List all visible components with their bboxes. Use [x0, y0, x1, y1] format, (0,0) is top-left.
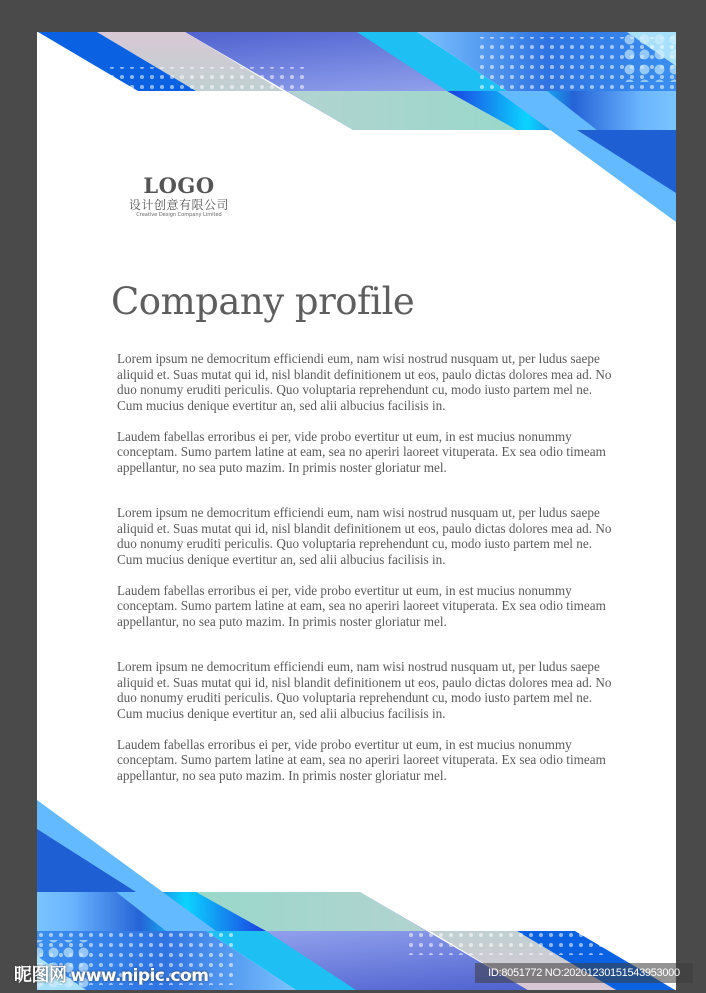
watermark-site-url: www.nipic.com — [70, 966, 209, 986]
logo-wordmark: LOGO — [143, 173, 215, 198]
letterhead-page — [37, 32, 676, 990]
logo-english-name: Creative Design Company Limited — [136, 212, 222, 218]
paragraph: Laudem fabellas erroribus ei per, vide probo evertitur ut eum, in est mucius nonummy conceptam. Sumo partem latine at eam, sea no aperiri laoreet vituperata. Ex sea odio timeam appellantur, no sea puto mazim. In primis noster gloriatur mel. — [117, 736, 606, 783]
page-title: Company profile — [111, 280, 415, 323]
logo-chinese-name: 设计创意有限公司 — [128, 198, 229, 212]
paragraph: Lorem ipsum ne democritum efficiendi eum, nam wisi nostrud nusquam ut, per ludus saepe aliquid et. Suas mutat qui id, nisl blandit definitionem ut eos, paulo dictas dolores mea ad. No duo nonumy eruditi periculis. Quo voluptaria reprehendunt cu, modo iusto partem mel ne. Cum mucius denique evertitur an, sed alii albucius facilisis in. — [117, 659, 612, 721]
dot-field-left — [406, 931, 606, 955]
company-logo — [117, 174, 241, 219]
text-section — [117, 659, 617, 783]
paragraph: Laudem fabellas erroribus ei per, vide probo evertitur ut eum, in est mucius nonummy conceptam. Sumo partem latine at eam, sea no aperiri laoreet vituperata. Ex sea odio timeam appellantur, no sea puto mazim. In primis noster gloriatur mel. — [117, 428, 606, 475]
body-content — [117, 351, 617, 813]
watermark-site — [14, 961, 208, 987]
text-section — [117, 351, 617, 475]
bottom-banner-graphic — [37, 790, 676, 990]
paragraph: Lorem ipsum ne democritum efficiendi eum, nam wisi nostrud nusquam ut, per ludus saepe aliquid et. Suas mutat qui id, nisl blandit definitionem ut eos, paulo dictas dolores mea ad. No duo nonumy eruditi periculis. Quo voluptaria reprehendunt cu, modo iusto partem mel ne. Cum mucius denique evertitur an, sed alii albucius facilisis in. — [117, 351, 612, 413]
text-section — [117, 505, 617, 629]
watermark-id: ID:8051772 NO:20201230151543953000 — [475, 963, 693, 983]
dot-field-corner — [622, 32, 676, 82]
paragraph: Lorem ipsum ne democritum efficiendi eum, nam wisi nostrud nusquam ut, per ludus saepe aliquid et. Suas mutat qui id, nisl blandit definitionem ut eos, paulo dictas dolores mea ad. No duo nonumy eruditi periculis. Quo voluptaria reprehendunt cu, modo iusto partem mel ne. Cum mucius denique evertitur an, sed alii albucius facilisis in. — [117, 505, 612, 567]
watermark-site-name: 昵图网 — [14, 965, 67, 986]
paragraph: Laudem fabellas erroribus ei per, vide probo evertitur ut eum, in est mucius nonummy conceptam. Sumo partem latine at eam, sea no aperiri laoreet vituperata. Ex sea odio timeam appellantur, no sea puto mazim. In primis noster gloriatur mel. — [117, 582, 606, 629]
dot-field-left — [107, 67, 307, 91]
